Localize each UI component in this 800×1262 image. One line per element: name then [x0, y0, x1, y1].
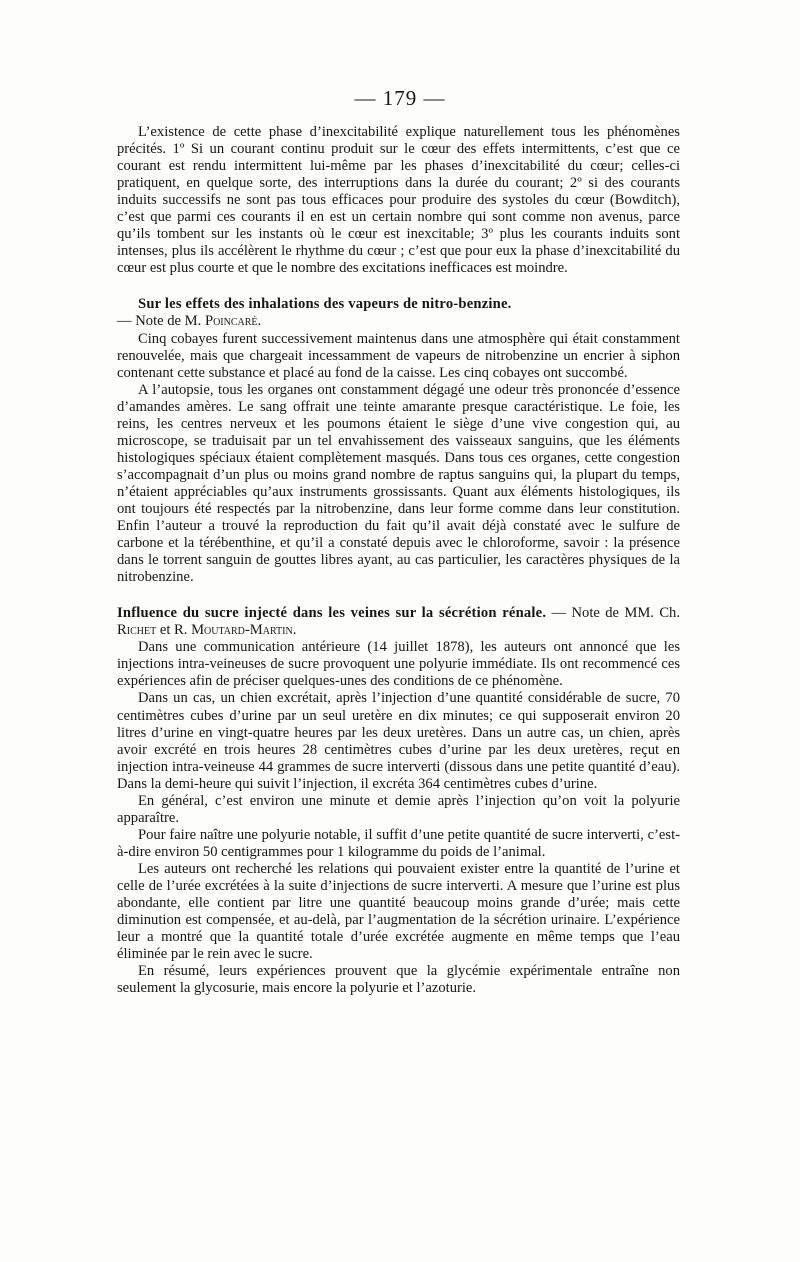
section-title-sucre: Influence du sucre injecté dans les veines sur la sécrétion rénale.	[117, 605, 547, 622]
sucre-paragraph: En général, c’est environ une minute et demie après l’injection qu’on voit la polyurie apparaître.	[117, 792, 680, 826]
sucre-paragraph: Dans un cas, un chien excrétait, après l’injection d’une quantité considérable de sucre, 70 centimètres cubes d’urine par un seul uretère en dix minutes; ce qui supposerait environ 20 litres d’urine en vingt-quatre heures par les deux uretères. Dans un autre cas, un chien, après avoir excrété en trois heures 28 centimètres cubes d’urine par les deux uretères, reçut en injection intra-veineuse 44 grammes de sucre interverti (dissous dans une petite quantité d’eau). Dans la demi-heure qui suivit l’injection, il excréta 364 centimètres cubes d’urine.	[117, 690, 680, 792]
sucre-paragraph: En résumé, leurs expériences prouvent que la glycémie expérimentale entraîne non seulement la glycosurie, mais encore la polyurie et l’azoturie.	[117, 963, 680, 997]
note-prefix-nitrobenzine: — Note de M.	[117, 313, 205, 330]
note-prefix-sucre: — Note de MM. Ch.	[546, 605, 680, 622]
section-title-nitrobenzine: Sur les effets des inhalations des vapeurs de nitro-benzine.	[138, 296, 512, 313]
sucre-heading	[117, 605, 680, 639]
author-moutard-martin: Moutard-Martin.	[191, 622, 297, 639]
author-richet: Richet	[117, 622, 157, 639]
section-gap	[117, 277, 680, 296]
text-column	[117, 124, 680, 997]
nitrobenzine-paragraph: Cinq cobayes furent successivement maintenus dans une atmosphère qui était constamment renouvelée, mais que chargeait incessamment de vapeurs de nitrobenzine un encrier à siphon contenant cette substance et placé au fond de la caisse. Les cinq cobayes ont succombé.	[117, 330, 680, 381]
intro-paragraph: L’existence de cette phase d’inexcitabilité explique naturellement tous les phénomènes précités. 1º Si un courant continu produit sur le cœur des effets intermittents, c’est que ce courant est rendu intermittent lui-même par les phases d’inexcitabilité du cœur; celles-ci pratiquent, en quelque sorte, des interruptions dans la durée du courant; 2º si des courants induits successifs ne sont pas tous efficaces pour produire des systoles du cœur (Bowditch), c’est que parmi ces courants il en est un certain nombre qui sont comme non avenus, parce qu’ils tombent sur les instants où le cœur est inexcitable; 3º plus les courants induits sont intenses, plus ils accélèrent le rhythme du cœur ; c’est que pour eux la phase d’inexcitabilité du cœur est plus courte et que le nombre des excitations inefficaces est moindre.	[117, 124, 680, 277]
sucre-paragraph: Les auteurs ont recherché les relations qui pouvaient exister entre la quantité de l’urine et celle de l’urée excrétées à la suite d’injections de sucre interverti. A mesure que l’urine est plus abondante, elle contient par litre une quantité beaucoup moins grande d’urée; mais cette diminution est compensée, et au-delà, par l’augmentation de la sécrétion urinaire. L’expérience leur a montré que la quantité totale d’urée excrétée augmente en même temps que l’eau éliminée par le rein avec le sucre.	[117, 860, 680, 963]
nitrobenzine-heading	[117, 296, 680, 330]
author-poincare: Poincaré.	[204, 313, 262, 330]
sucre-paragraph: Dans une communication antérieure (14 juillet 1878), les auteurs ont annoncé que les injections intra-veineuses de sucre provoquent une polyurie immédiate. Ils ont recommencé ces expériences afin de préciser quelques-unes des conditions de ce phénomène.	[117, 639, 680, 690]
nitrobenzine-paragraph: A l’autopsie, tous les organes ont constamment dégagé une odeur très prononcée d’essence d’amandes amères. Le sang offrait une teinte amarante presque caractéristique. Le foie, les reins, les centres nerveux et les poumons étaient le siège d’une vive congestion qui, au microscope, se traduisait par un tel envahissement des vaisseaux sanguins, que les éléments histologiques spéciaux étaient complètement masqués. Dans tous ces organes, cette congestion s’accompagnait d’un plus ou moins grand nombre de raptus sanguins qui, la plupart du temps, n’étaient appréciables qu’aux instruments grossissants. Quant aux éléments histologiques, ils ont toujours été respectés par la nitrobenzine, dans leur forme comme dans leur constitution. Enfin l’auteur a trouvé la reproduction du fait qu’il avait déjà constaté avec le sulfure de carbone et la térébenthine, et qu’il a constaté depuis avec le chloroforme, savoir : la présence dans le torrent sanguin de gouttes libres ayant, au cas particulier, les caractères physiques de la nitrobenzine.	[117, 381, 680, 586]
author-joiner: et R.	[156, 622, 192, 639]
page-number: — 179 —	[354, 86, 446, 110]
section-gap	[117, 586, 680, 605]
sucre-paragraph: Pour faire naître une polyurie notable, il suffit d’une petite quantité de sucre interverti, c’est-à-dire environ 50 centigrammes pour 1 kilogramme du poids de l’animal.	[117, 826, 680, 860]
